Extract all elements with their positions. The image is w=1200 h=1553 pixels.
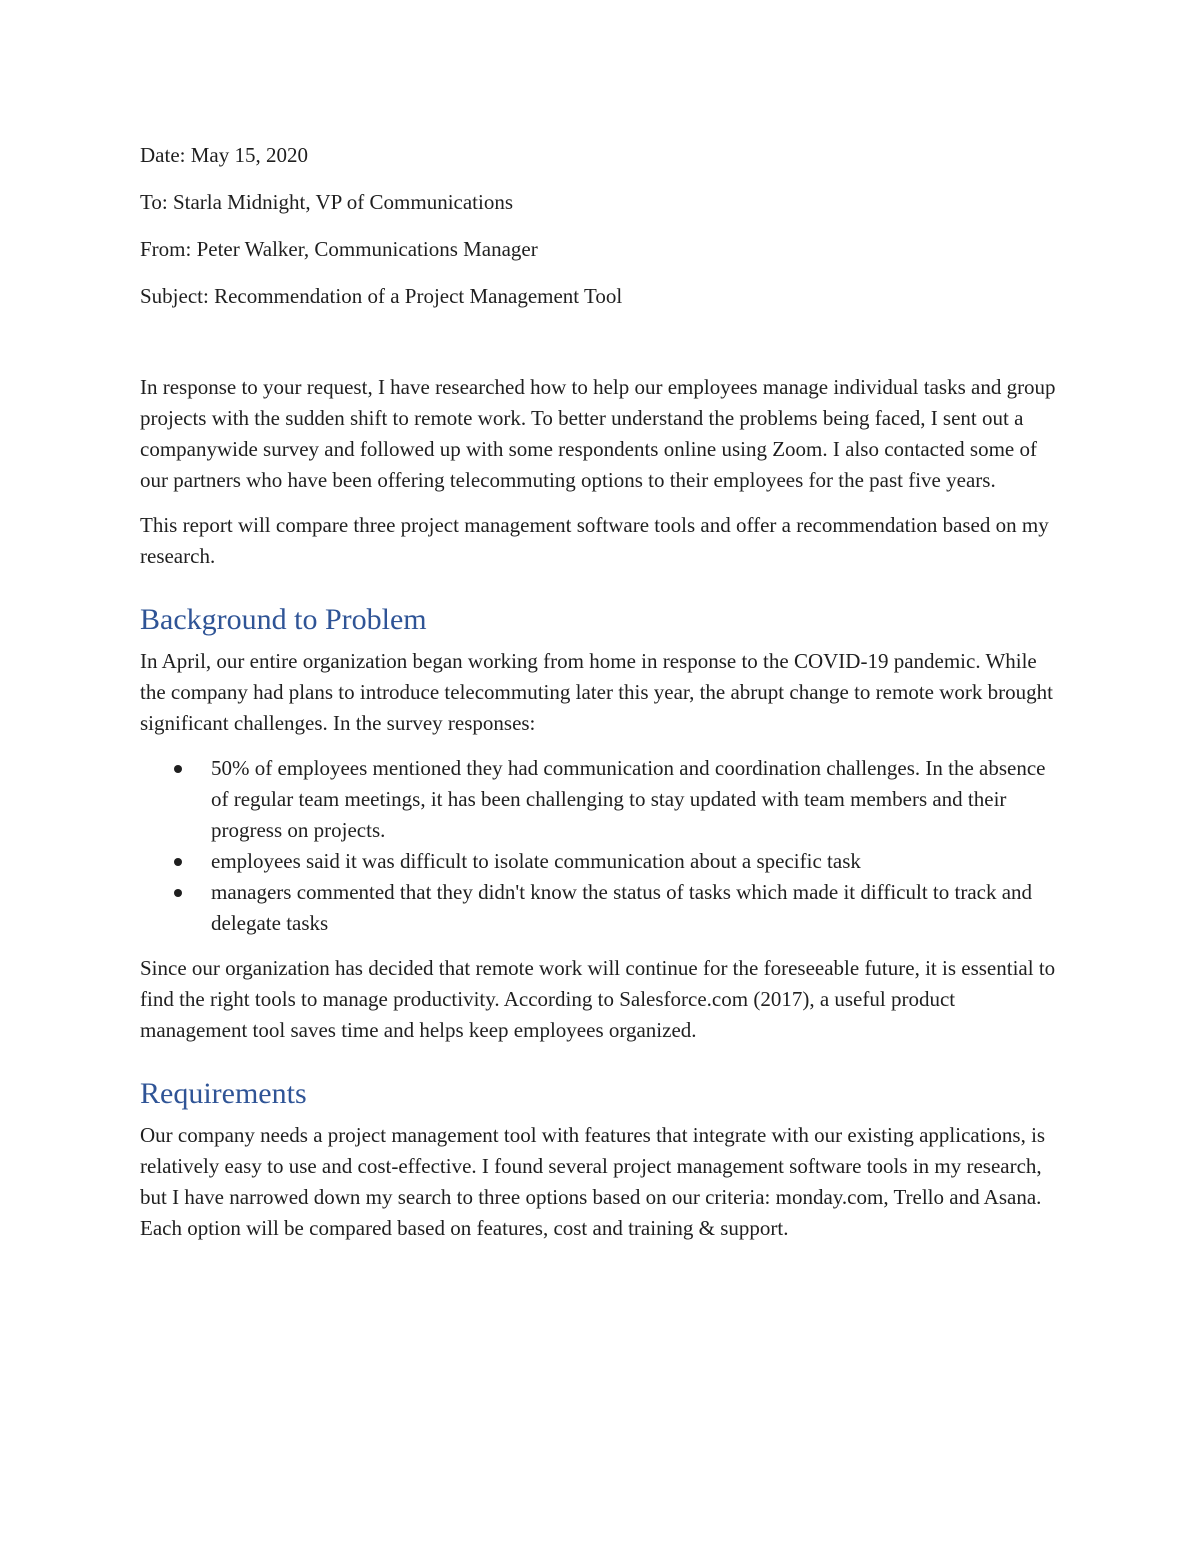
bullet-icon — [174, 858, 182, 866]
list-item-text: 50% of employees mentioned they had communication and coordination challenges. In the absence of regular team meetings, it has been challenging to stay updated with team members and their progress on projects. — [211, 756, 1046, 842]
memo-subject: Subject: Recommendation of a Project Management Tool — [140, 284, 623, 308]
list-item — [211, 877, 1065, 939]
memo-date: Date: May 15, 2020 — [140, 143, 308, 167]
background-paragraph: In April, our entire organization began working from home in response to the COVID-19 pandemic. While the company had plans to introduce telecommuting later this year, the abrupt change to remote work brought significant challenges. In the survey responses: — [140, 649, 1053, 735]
background-paragraph: Since our organization has decided that remote work will continue for the foreseeable future, it is essential to find the right tools to manage productivity. According to Salesforce.com (2017), a useful product management tool saves time and helps keep employees organized. — [140, 956, 1056, 1042]
memo-from: From: Peter Walker, Communications Manager — [140, 237, 538, 261]
memo-header — [140, 140, 1065, 312]
section-heading-requirements: Requirements — [140, 1077, 307, 1110]
bullet-icon — [174, 889, 182, 897]
bullet-icon — [174, 765, 182, 773]
intro-paragraph: This report will compare three project management software tools and offer a recommendation based on my research. — [140, 513, 1049, 568]
list-item — [211, 753, 1065, 846]
list-item-text: managers commented that they didn't know the status of tasks which made it difficult to track and delegate tasks — [211, 880, 1033, 935]
list-item — [211, 846, 1065, 877]
section-heading-background: Background to Problem — [140, 603, 427, 636]
memo-to: To: Starla Midnight, VP of Communications — [140, 190, 514, 214]
intro-paragraph: In response to your request, I have researched how to help our employees manage individual tasks and group projects with the sudden shift to remote work. To better understand the problems being faced, I sent out a companywide survey and followed up with some respondents online using Zoom. I also contacted some of our partners who have been offering telecommuting options to their employees for the past five years. — [140, 375, 1056, 492]
survey-findings-list — [140, 753, 1065, 939]
requirements-paragraph: Our company needs a project management tool with features that integrate with our existing applications, is relatively easy to use and cost-effective. I found several project management software tools in my research, but I have narrowed down my search to three options based on our criteria: monday.com, Trello and Asana. Each option will be compared based on features, cost and training & support. — [140, 1123, 1046, 1240]
list-item-text: employees said it was difficult to isolate communication about a specific task — [211, 849, 861, 873]
document-page — [140, 140, 1065, 1258]
